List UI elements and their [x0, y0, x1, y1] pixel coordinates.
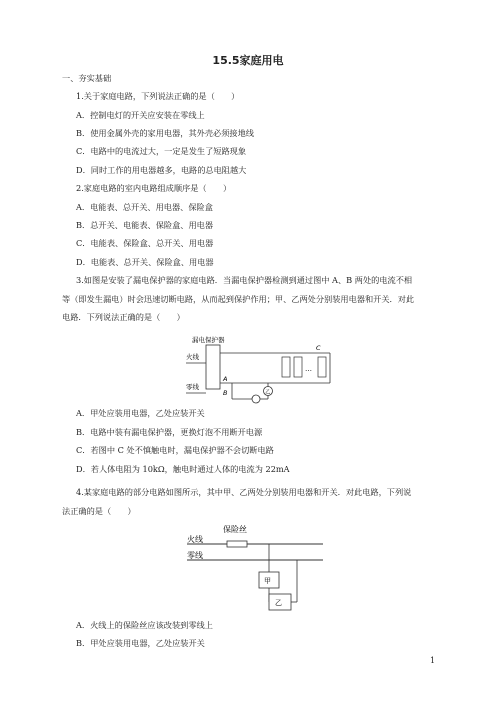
q1-option-c: C．电路中的电流过大，一定是发生了短路现象: [76, 146, 247, 156]
fig3-neutral-label: 零线: [186, 383, 199, 391]
page-number: 1: [430, 656, 436, 665]
q3-circuit-figure: [180, 333, 340, 405]
q2-option-a: A．电能表、总开关、用电器、保险盒: [76, 202, 213, 212]
q4-option-a: A．火线上的保险丝应该改装到零线上: [76, 620, 213, 630]
svg-text:…: …: [305, 365, 312, 373]
fig3-b-label: B: [223, 389, 228, 397]
fig3-live-label: 火线: [186, 353, 199, 361]
q2-option-d: D．电能表、总开关、保险盒、用电器: [76, 257, 214, 267]
fig4-fuse-label: 保险丝: [223, 525, 247, 534]
fig3-lamp-icon: [252, 395, 260, 403]
q4-option-b: B．甲处应装用电器，乙处应装开关: [76, 638, 205, 648]
q4-stem-line2: 法正确的是（ ）: [62, 506, 136, 516]
fig3-yi-label: 乙: [265, 389, 271, 396]
fig4-fuse-icon: [227, 541, 247, 547]
q1-option-a: A．控制电灯的开关应安装在零线上: [76, 110, 205, 120]
q3-option-a: A．甲处应装用电器，乙处应装开关: [76, 408, 205, 418]
q1-stem: 1.关于家庭电路，下列说法正确的是（ ）: [76, 91, 240, 101]
fig4-neutral-label: 零线: [187, 551, 203, 560]
q3-stem-line2: 等（即发生漏电）时会迅速切断电路，从而起到保护作用；甲、乙两处分别装用电器和开关．对此: [62, 294, 415, 304]
fig4-jia-label: 甲: [264, 577, 271, 585]
q1-option-d: D．同时工作的用电器越多，电路的总电阻越大: [76, 165, 247, 175]
fig4-live-label: 火线: [187, 535, 203, 544]
q1-option-b: B．使用金属外壳的家用电器，其外壳必须接地线: [76, 128, 254, 138]
q3-stem-line1: 3.如图是安装了漏电保护器的家庭电路．当漏电保护器检测到通过图中 A、B 两处的电流不相: [76, 275, 413, 285]
q2-stem: 2.家庭电路的室内电路组成顺序是（ ）: [76, 183, 232, 193]
q2-option-b: B．总开关、电能表、保险盒、用电器: [76, 220, 214, 230]
q3-option-c: C．若图中 C 处不慎触电时，漏电保护器不会切断电路: [76, 445, 274, 455]
q3-stem-line3: 电路．下列说法正确的是（ ）: [62, 312, 185, 322]
q2-option-c: C．电能表、保险盒、总开关、用电器: [76, 238, 214, 248]
q4-circuit-figure: [185, 520, 330, 616]
fig3-appliance-group: [282, 357, 326, 377]
page-title: 15.5家庭用电: [212, 54, 284, 67]
q3-option-d: D．若人体电阻为 10kΩ，触电时通过人体的电流为 22mA: [76, 464, 290, 474]
section-heading: 一、夯实基础: [62, 73, 112, 83]
fig3-protector-box: [206, 345, 220, 389]
q4-stem-line1: 4.某家庭电路的部分电路如图所示，其中甲、乙两处分别装用电器和开关．对此电路，下列说: [76, 487, 412, 497]
fig3-protector-label: 漏电保护器: [192, 336, 225, 344]
fig4-yi-label: 乙: [275, 599, 282, 607]
fig3-c-label: C: [316, 344, 321, 352]
fig3-a-label: A: [223, 375, 228, 383]
q3-option-b: B．电路中装有漏电保护器，更换灯泡不用断开电源: [76, 427, 263, 437]
